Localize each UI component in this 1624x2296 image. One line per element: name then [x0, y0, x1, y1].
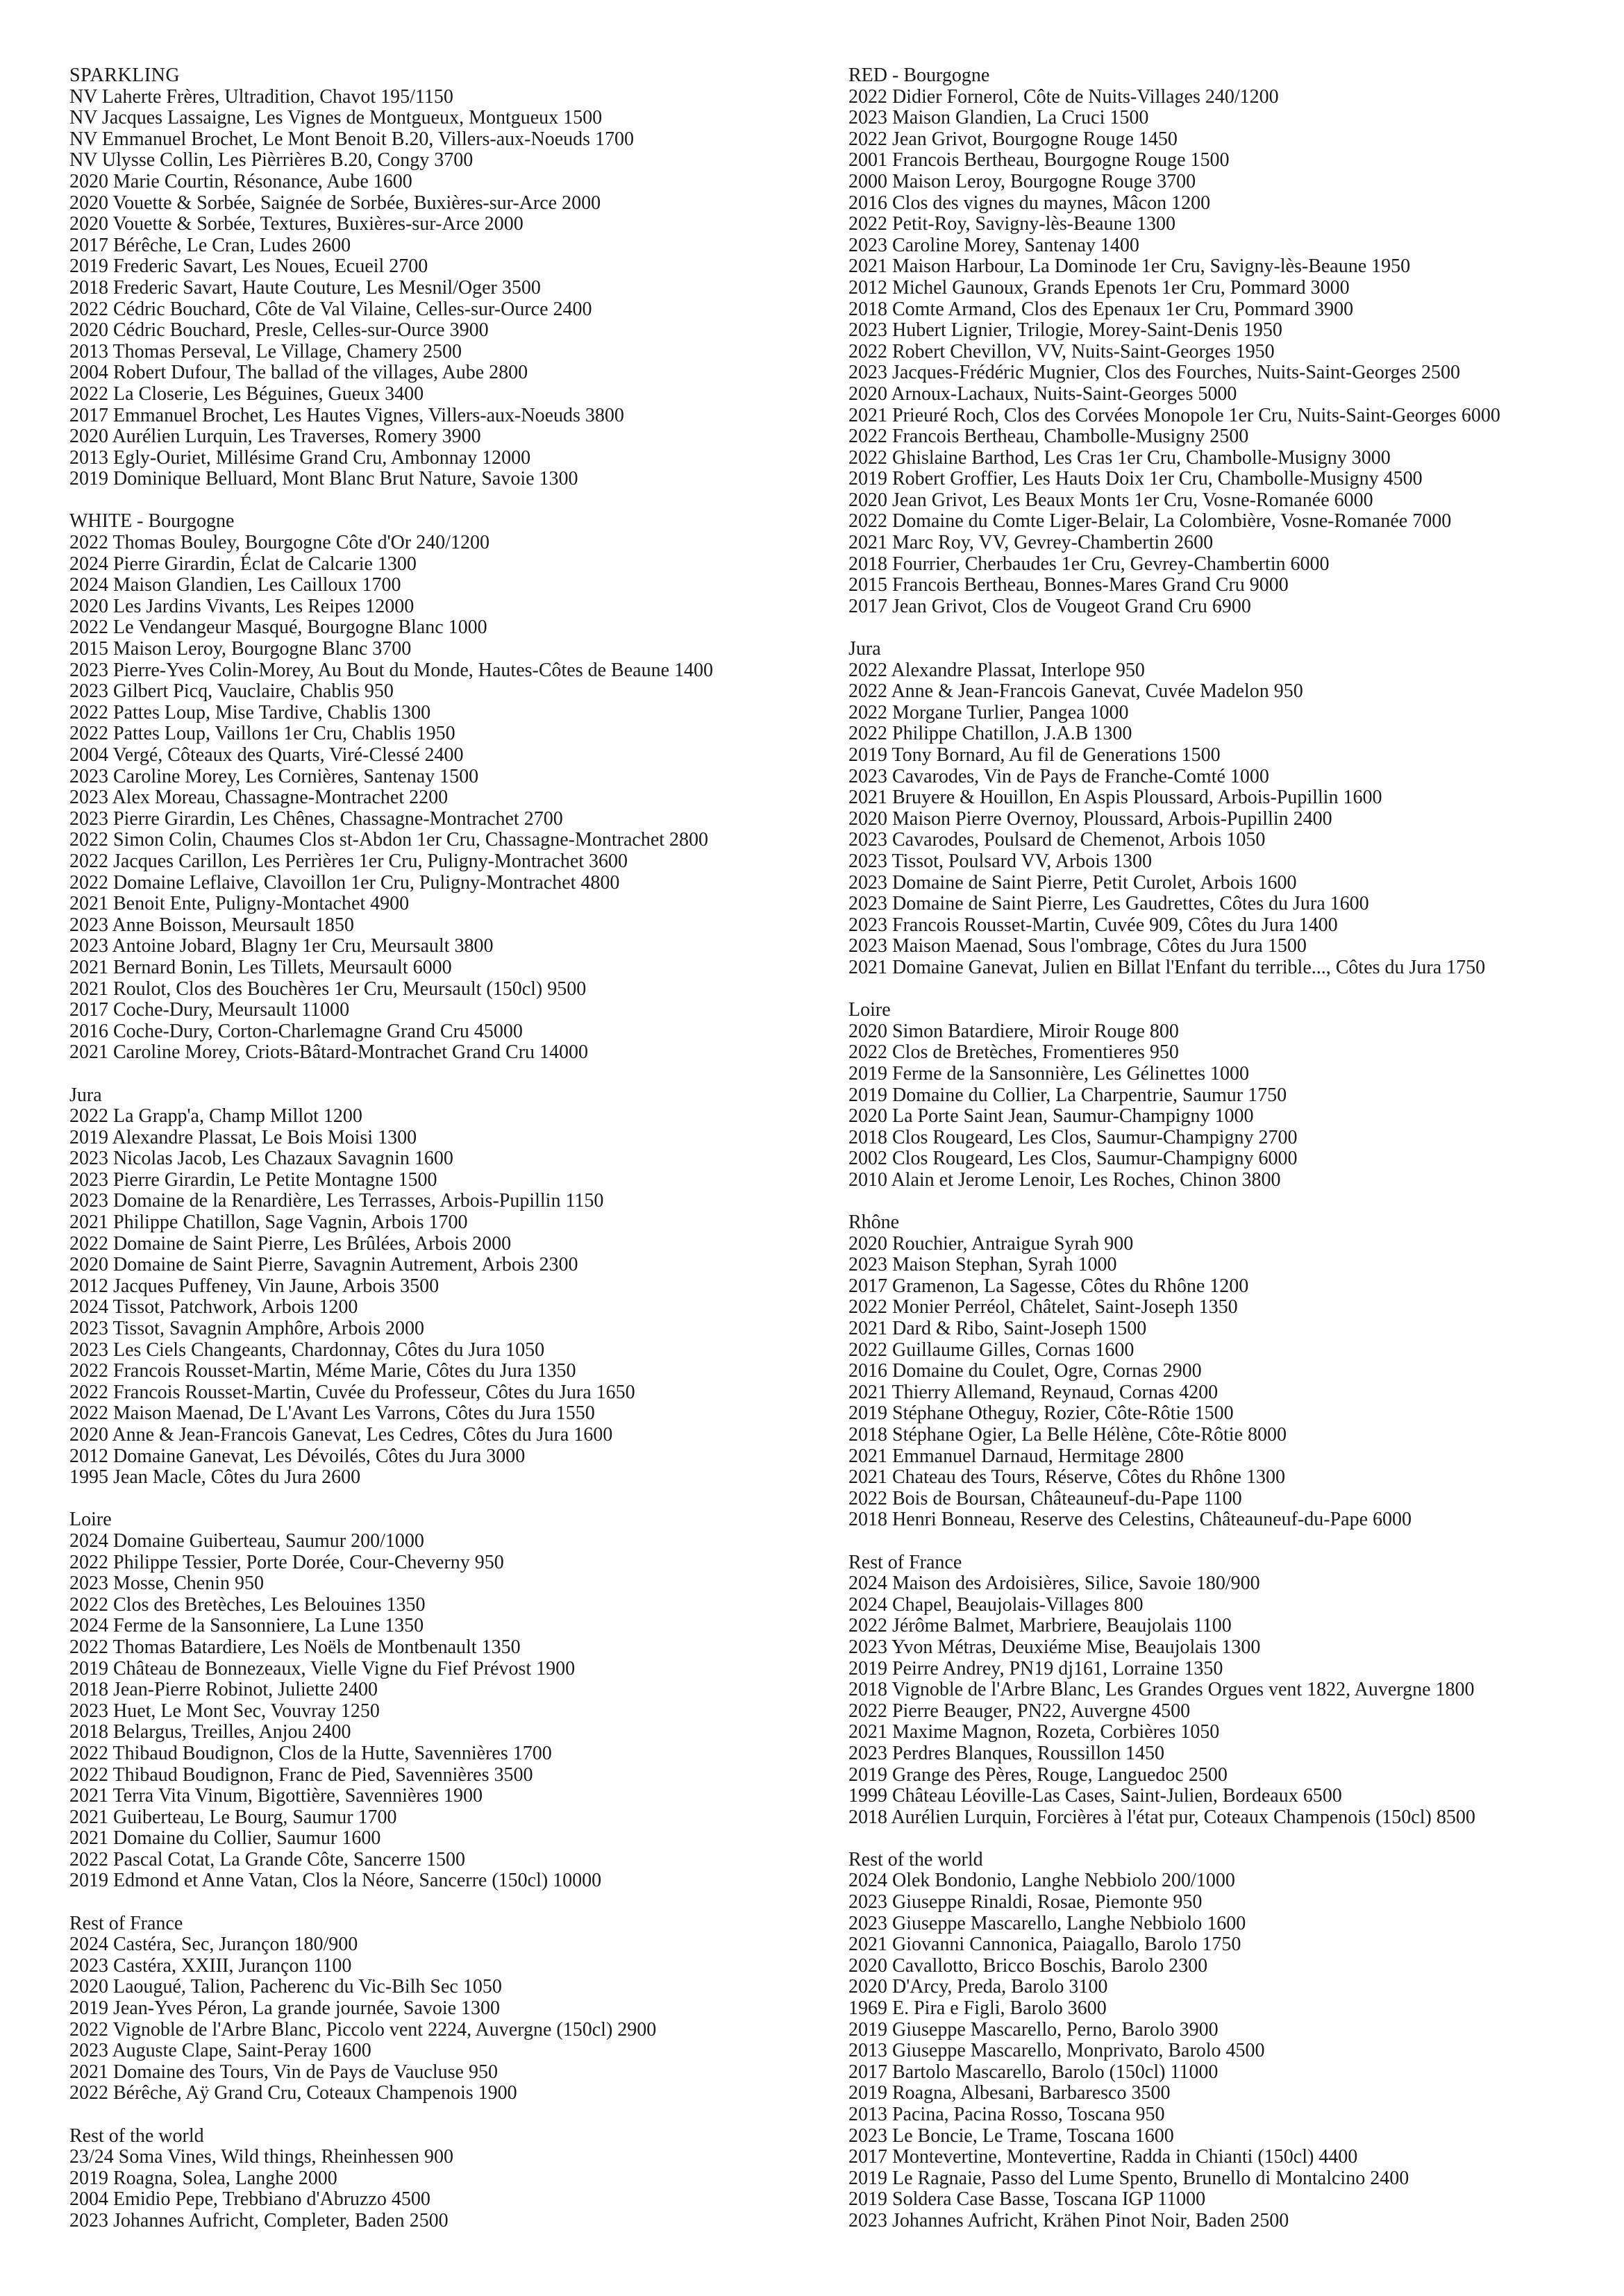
section-rest-of-the-world [848, 1850, 1598, 2232]
wine-list-item: 2024 Castéra, Sec, Jurançon 180/900 [69, 1934, 358, 1956]
wine-list-item: 2023 Pierre-Yves Colin-Morey, Au Bout du Monde, Hautes-Côtes de Beaune 1400 [69, 659, 714, 681]
wine-list-item: 2017 Bartolo Mascarello, Barolo (150cl) 11000 [848, 2061, 1219, 2083]
wine-list-item: 2019 Stéphane Otheguy, Rozier, Côte-Rôtie 1500 [848, 1402, 1234, 1425]
wine-list-item: 2022 Petit-Roy, Savigny-lès-Beaune 1300 [848, 213, 1176, 235]
wine-list-item: 2023 Domaine de Saint Pierre, Les Gaudrettes, Côtes du Jura 1600 [848, 893, 1369, 915]
wine-list-item: 2020 D'Arcy, Preda, Barolo 3100 [848, 1976, 1108, 1998]
wine-list-item: 2024 Pierre Girardin, Éclat de Calcarie 1300 [69, 553, 417, 575]
wine-list-item: 2023 Maison Maenad, Sous l'ombrage, Côtes du Jura 1500 [848, 935, 1307, 957]
wine-list-item: 2016 Coche-Dury, Corton-Charlemagne Grand Cru 45000 [69, 1020, 523, 1042]
wine-list-item: 2024 Tissot, Patchwork, Arbois 1200 [69, 1296, 358, 1318]
wine-list-item: 2022 Thomas Bouley, Bourgogne Côte d'Or 240/1200 [69, 532, 489, 554]
wine-list-item: 2023 Maison Stephan, Syrah 1000 [848, 1254, 1117, 1276]
wine-list-item: 2023 Hubert Lignier, Trilogie, Morey-Saint-Denis 1950 [848, 319, 1282, 342]
wine-list-item: 2004 Robert Dufour, The ballad of the villages, Aube 2800 [69, 362, 528, 384]
wine-list-item: 2022 Morgane Turlier, Pangea 1000 [848, 701, 1129, 723]
wine-list-item: 2017 Coche-Dury, Meursault 11000 [69, 999, 350, 1021]
wine-list-item: 2020 Vouette & Sorbée, Saignée de Sorbée, Buxières-sur-Arce 2000 [69, 192, 601, 214]
wine-list-item: 2021 Maxime Magnon, Rozeta, Corbières 1050 [848, 1721, 1220, 1743]
section-rest-of-the-world [69, 2126, 805, 2232]
section-title: Rhône [848, 1212, 900, 1234]
wine-list-item: 2021 Giovanni Cannonica, Paiagallo, Barolo 1750 [848, 1934, 1241, 1956]
wine-list-item: 2013 Giuseppe Mascarello, Monprivato, Barolo 4500 [848, 2040, 1265, 2062]
wine-list-item: 2022 Guillaume Gilles, Cornas 1600 [848, 1339, 1135, 1361]
wine-list-item: 2019 Château de Bonnezeaux, Vielle Vigne du Fief Prévost 1900 [69, 1657, 576, 1679]
wine-list-item: 2022 Pattes Loup, Vaillons 1er Cru, Chablis 1950 [69, 723, 455, 745]
wine-list-item: 2019 Roagna, Solea, Langhe 2000 [69, 2167, 337, 2189]
wine-list-item: 2021 Emmanuel Darnaud, Hermitage 2800 [848, 1445, 1184, 1467]
wine-list-item: 2023 Huet, Le Mont Sec, Vouvray 1250 [69, 1700, 380, 1722]
wine-list-item: 2024 Ferme de la Sansonniere, La Lune 1350 [69, 1615, 424, 1637]
wine-list-item: 2021 Maison Harbour, La Dominode 1er Cru, Savigny-lès-Beaune 1950 [848, 255, 1411, 278]
section-title: WHITE - Bourgogne [69, 510, 235, 533]
wine-list-item: 2020 Anne & Jean-Francois Ganevat, Les Cedres, Côtes du Jura 1600 [69, 1424, 613, 1446]
wine-list-item: 2023 Cavarodes, Poulsard de Chemenot, Arbois 1050 [848, 829, 1266, 851]
wine-list-item: 2023 Les Ciels Changeants, Chardonnay, Côtes du Jura 1050 [69, 1339, 545, 1361]
wine-list-item: 2020 Jean Grivot, Les Beaux Monts 1er Cru, Vosne-Romanée 6000 [848, 489, 1373, 511]
wine-list-item: 2021 Domaine des Tours, Vin de Pays de Vaucluse 950 [69, 2061, 498, 2083]
wine-list-item: 2023 Johannes Aufricht, Krähen Pinot Noir, Baden 2500 [848, 2209, 1289, 2231]
wine-list-item: 2013 Thomas Perseval, Le Village, Chamery 2500 [69, 340, 462, 362]
wine-list-item: 2020 Cavallotto, Bricco Boschis, Barolo 2300 [848, 1954, 1208, 1977]
section-red-bourgogne [848, 65, 1598, 617]
wine-list-item: NV Laherte Frères, Ultradition, Chavot 195/1150 [69, 85, 453, 108]
wine-list-item: NV Emmanuel Brochet, Le Mont Benoit B.20, Villers-aux-Noeuds 1700 [69, 128, 635, 150]
section-title: Loire [69, 1509, 112, 1531]
wine-list-item: 2022 Pascal Cotat, La Grande Côte, Sancerre 1500 [69, 1848, 465, 1870]
wine-list-item: 2020 Marie Courtin, Résonance, Aube 1600 [69, 170, 412, 192]
wine-list-item: 2016 Domaine du Coulet, Ogre, Cornas 2900 [848, 1360, 1202, 1382]
wine-list-item: 2019 Domaine du Collier, La Charpentrie, Saumur 1750 [848, 1084, 1287, 1106]
wine-list-item: 2019 Le Ragnaie, Passo del Lume Spento, Brunello di Montalcino 2400 [848, 2167, 1409, 2189]
wine-list-item: 2019 Dominique Belluard, Mont Blanc Brut Nature, Savoie 1300 [69, 468, 578, 490]
wine-list-item: 2021 Bernard Bonin, Les Tillets, Meursault 6000 [69, 956, 452, 978]
wine-list-item: 2019 Tony Bornard, Au fil de Generations 1500 [848, 744, 1221, 766]
wine-list-item: 2023 Cavarodes, Vin de Pays de Franche-Comté 1000 [848, 765, 1269, 787]
section-loire [848, 1000, 1598, 1191]
wine-list-item: 2019 Roagna, Albesani, Barbaresco 3500 [848, 2082, 1171, 2104]
wine-list-item: 2023 Perdres Blanques, Roussillon 1450 [848, 1742, 1164, 1764]
section-title: Jura [69, 1084, 102, 1106]
section-loire [69, 1509, 805, 1892]
wine-list-item: 2022 Thomas Batardiere, Les Noëls de Montbenault 1350 [69, 1636, 521, 1658]
wine-list-item: 2023 Antoine Jobard, Blagny 1er Cru, Meursault 3800 [69, 935, 494, 957]
section-sparkling [69, 65, 805, 490]
wine-list-item: 2018 Vignoble de l'Arbre Blanc, Les Grandes Orgues vent 1822, Auvergne 1800 [848, 1679, 1475, 1701]
section-rest-of-france [69, 1913, 805, 2104]
wine-list-item: 2012 Jacques Puffeney, Vin Jaune, Arbois 3500 [69, 1275, 440, 1297]
wine-list-item: 2022 Jean Grivot, Bourgogne Rouge 1450 [848, 128, 1178, 150]
wine-list-item: 2021 Domaine du Collier, Saumur 1600 [69, 1827, 381, 1850]
wine-list-item: NV Jacques Lassaigne, Les Vignes de Montgueux, Montgueux 1500 [69, 107, 603, 129]
wine-list-item: 2023 Maison Glandien, La Cruci 1500 [848, 107, 1149, 129]
wine-list-item: 2019 Alexandre Plassat, Le Bois Moisi 1300 [69, 1126, 417, 1148]
wine-list-item: 2022 Clos de Bretèches, Fromentieres 950 [848, 1041, 1179, 1064]
wine-list-item: 2018 Stéphane Ogier, La Belle Hélène, Côte-Rôtie 8000 [848, 1424, 1287, 1446]
wine-list-item: 2018 Henri Bonneau, Reserve des Celestins, Châteauneuf-du-Pape 6000 [848, 1509, 1412, 1531]
section-title: Jura [848, 638, 881, 660]
wine-list-item: 2019 Ferme de la Sansonnière, Les Gélinettes 1000 [848, 1062, 1249, 1084]
wine-list-item: 2023 Caroline Morey, Santenay 1400 [848, 234, 1139, 256]
wine-list-item: 2023 Mosse, Chenin 950 [69, 1573, 264, 1595]
wine-list-item: 2002 Clos Rougeard, Les Clos, Saumur-Champigny 6000 [848, 1148, 1298, 1170]
right-column [848, 65, 1598, 2253]
wine-list-item: 2020 Domaine de Saint Pierre, Savagnin Autrement, Arbois 2300 [69, 1254, 578, 1276]
wine-list-item: 2023 Jacques-Frédéric Mugnier, Clos des Fourches, Nuits-Saint-Georges 2500 [848, 362, 1460, 384]
wine-list-item: 2022 La Closerie, Les Béguines, Gueux 3400 [69, 383, 424, 405]
wine-list-item: 2017 Gramenon, La Sagesse, Côtes du Rhône 1200 [848, 1275, 1249, 1297]
wine-list-item: 2022 Thibaud Boudignon, Franc de Pied, Savennières 3500 [69, 1763, 533, 1786]
wine-list-item: 2017 Bérêche, Le Cran, Ludes 2600 [69, 234, 351, 256]
wine-list-item: 2022 Monier Perréol, Châtelet, Saint-Joseph 1350 [848, 1296, 1238, 1318]
wine-list-item: 2022 Thibaud Boudignon, Clos de la Hutte, Savennières 1700 [69, 1742, 552, 1764]
section-title: Rest of the world [69, 2125, 204, 2147]
section-jura [848, 639, 1598, 979]
wine-list-item: 2020 Vouette & Sorbée, Textures, Buxières-sur-Arce 2000 [69, 213, 524, 235]
wine-list-item: 2004 Vergé, Côteaux des Quarts, Viré-Clessé 2400 [69, 744, 464, 766]
wine-list-item: 2023 Castéra, XXIII, Jurançon 1100 [69, 1954, 352, 1977]
section-jura [69, 1085, 805, 1489]
wine-list-item: 2017 Montevertine, Montevertine, Radda in Chianti (150cl) 4400 [848, 2146, 1358, 2168]
wine-list-item: 2022 Maison Maenad, De L'Avant Les Varrons, Côtes du Jura 1550 [69, 1402, 595, 1425]
wine-list-item: 2021 Domaine Ganevat, Julien en Billat l'Enfant du terrible..., Côtes du Jura 1750 [848, 956, 1486, 978]
wine-list-item: 2023 Anne Boisson, Meursault 1850 [69, 914, 354, 936]
wine-list-item: 2018 Frederic Savart, Haute Couture, Les Mesnil/Oger 3500 [69, 276, 541, 299]
wine-list-item: 2023 Domaine de la Renardière, Les Terrasses, Arbois-Pupillin 1150 [69, 1190, 604, 1212]
wine-list-item: 2018 Belargus, Treilles, Anjou 2400 [69, 1721, 351, 1743]
wine-list-item: 2024 Maison des Ardoisières, Silice, Savoie 180/900 [848, 1573, 1260, 1595]
wine-list-item: 2021 Prieuré Roch, Clos des Corvées Monopole 1er Cru, Nuits-Saint-Georges 6000 [848, 404, 1500, 426]
wine-list-item: 2020 Aurélien Lurquin, Les Traverses, Romery 3900 [69, 426, 481, 448]
wine-list-item: 2018 Clos Rougeard, Les Clos, Saumur-Champigny 2700 [848, 1126, 1298, 1148]
wine-list-item: 2022 Domaine de Saint Pierre, Les Brûlées, Arbois 2000 [69, 1232, 512, 1255]
wine-list-item: 2019 Robert Groffier, Les Hauts Doix 1er Cru, Chambolle-Musigny 4500 [848, 468, 1423, 490]
wine-list-item: 2021 Benoit Ente, Puligny-Montachet 4900 [69, 893, 410, 915]
wine-list-item: 2018 Comte Armand, Clos des Epenaux 1er Cru, Pommard 3900 [848, 298, 1354, 320]
wine-list-item: 2024 Chapel, Beaujolais-Villages 800 [848, 1593, 1144, 1616]
wine-list-item: NV Ulysse Collin, Les Pièrrières B.20, Congy 3700 [69, 149, 474, 171]
wine-list-item: 1969 E. Pira e Figli, Barolo 3600 [848, 1997, 1107, 2020]
wine-list-item: 2021 Caroline Morey, Criots-Bâtard-Montrachet Grand Cru 14000 [69, 1041, 589, 1064]
wine-list-item: 2022 Philippe Tessier, Porte Dorée, Cour-Cheverny 950 [69, 1551, 504, 1573]
wine-list-item: 2023 Pierre Girardin, Les Chênes, Chassagne-Montrachet 2700 [69, 807, 563, 830]
wine-list-item: 2022 Domaine du Comte Liger-Belair, La Colombière, Vosne-Romanée 7000 [848, 510, 1452, 533]
left-column [69, 65, 805, 2253]
wine-list-item: 2020 Simon Batardiere, Miroir Rouge 800 [848, 1020, 1179, 1042]
wine-list-item: 2023 Pierre Girardin, Le Petite Montagne 1500 [69, 1168, 437, 1191]
wine-list-item: 2021 Terra Vita Vinum, Bigottière, Savennières 1900 [69, 1785, 483, 1807]
wine-list-item: 2022 Didier Fornerol, Côte de Nuits-Villages 240/1200 [848, 85, 1279, 108]
wine-list-item: 2023 Le Boncie, Le Trame, Toscana 1600 [848, 2125, 1174, 2147]
wine-list-item: 2023 Alex Moreau, Chassagne-Montrachet 2200 [69, 787, 449, 809]
wine-list-item: 2022 Philippe Chatillon, J.A.B 1300 [848, 723, 1132, 745]
wine-list-item: 2022 Francois Bertheau, Chambolle-Musigny 2500 [848, 426, 1249, 448]
wine-list-item: 2023 Tissot, Savagnin Amphôre, Arbois 2000 [69, 1318, 425, 1340]
wine-list-item: 2015 Maison Leroy, Bourgogne Blanc 3700 [69, 638, 412, 660]
wine-list-item: 2023 Auguste Clape, Saint-Peray 1600 [69, 2040, 371, 2062]
wine-list-item: 2004 Emidio Pepe, Trebbiano d'Abruzzo 4500 [69, 2188, 430, 2211]
wine-list-item: 2023 Tissot, Poulsard VV, Arbois 1300 [848, 850, 1152, 872]
wine-list-item: 2012 Michel Gaunoux, Grands Epenots 1er Cru, Pommard 3000 [848, 276, 1350, 299]
wine-list-item: 2020 La Porte Saint Jean, Saumur-Champigny 1000 [848, 1105, 1254, 1128]
wine-list-item: 2021 Marc Roy, VV, Gevrey-Chambertin 2600 [848, 532, 1214, 554]
wine-list-item: 2020 Arnoux-Lachaux, Nuits-Saint-Georges 5000 [848, 383, 1237, 405]
wine-list-item: 2023 Giuseppe Rinaldi, Rosae, Piemonte 950 [848, 1891, 1203, 1913]
wine-list-item: 2023 Nicolas Jacob, Les Chazaux Savagnin 1600 [69, 1148, 453, 1170]
section-title: Loire [848, 999, 891, 1021]
wine-list-item: 2018 Jean-Pierre Robinot, Juliette 2400 [69, 1679, 378, 1701]
wine-list-item: 2010 Alain et Jerome Lenoir, Les Roches, Chinon 3800 [848, 1168, 1281, 1191]
wine-list-item: 2022 Alexandre Plassat, Interlope 950 [848, 659, 1145, 681]
wine-list-item: 2022 Jérôme Balmet, Marbriere, Beaujolais 1100 [848, 1615, 1232, 1637]
wine-list-item: 2017 Emmanuel Brochet, Les Hautes Vignes, Villers-aux-Noeuds 3800 [69, 404, 624, 426]
section-white-bourgogne [69, 511, 805, 1063]
section-title: RED - Bourgogne [848, 65, 990, 86]
wine-list-item: 2022 Bérêche, Aÿ Grand Cru, Coteaux Champenois 1900 [69, 2082, 517, 2104]
wine-list-item: 2013 Egly-Ouriet, Millésime Grand Cru, Ambonnay 12000 [69, 446, 531, 469]
wine-list-item: 2021 Chateau des Tours, Réserve, Côtes du Rhône 1300 [848, 1466, 1285, 1489]
section-title: SPARKLING [69, 65, 181, 86]
wine-list-item: 2022 Le Vendangeur Masqué, Bourgogne Blanc 1000 [69, 617, 487, 639]
wine-list-item: 2023 Caroline Morey, Les Cornières, Santenay 1500 [69, 765, 479, 787]
wine-list-item: 2022 Ghislaine Barthod, Les Cras 1er Cru, Chambolle-Musigny 3000 [848, 446, 1391, 469]
wine-list-item: 2022 Clos des Bretèches, Les Belouines 1350 [69, 1593, 426, 1616]
wine-list-item: 2022 Francois Rousset-Martin, Méme Marie, Côtes du Jura 1350 [69, 1360, 576, 1382]
wine-list-item: 2019 Peirre Andrey, PN19 dj161, Lorraine 1350 [848, 1657, 1223, 1679]
wine-list-item: 2020 Maison Pierre Overnoy, Ploussard, Arbois-Pupillin 2400 [848, 807, 1332, 830]
wine-list-item: 23/24 Soma Vines, Wild things, Rheinhessen 900 [69, 2146, 454, 2168]
section-rhone [848, 1212, 1598, 1531]
wine-list-item: 2019 Soldera Case Basse, Toscana IGP 11000 [848, 2188, 1206, 2211]
wine-list-item: 2022 Vignoble de l'Arbre Blanc, Piccolo vent 2224, Auvergne (150cl) 2900 [69, 2018, 657, 2041]
section-title: Rest of the world [848, 1848, 983, 1870]
wine-list-item: 2016 Clos des vignes du maynes, Mâcon 1200 [848, 192, 1211, 214]
wine-list-item: 1995 Jean Macle, Côtes du Jura 2600 [69, 1466, 361, 1489]
wine-list-item: 2013 Pacina, Pacina Rosso, Toscana 950 [848, 2104, 1165, 2125]
wine-list-item: 2022 Jacques Carillon, Les Perrières 1er Cru, Puligny-Montrachet 3600 [69, 850, 628, 872]
wine-list-item: 2022 Francois Rousset-Martin, Cuvée du Professeur, Côtes du Jura 1650 [69, 1381, 635, 1403]
wine-list-item: 2015 Francois Bertheau, Bonnes-Mares Grand Cru 9000 [848, 574, 1289, 596]
wine-list-item: 2022 Anne & Jean-Francois Ganevat, Cuvée Madelon 950 [848, 680, 1303, 703]
wine-list-item: 2020 Cédric Bouchard, Presle, Celles-sur-Ource 3900 [69, 319, 489, 342]
wine-list-item: 2018 Aurélien Lurquin, Forcières à l'état pur, Coteaux Champenois (150cl) 8500 [848, 1806, 1475, 1828]
wine-list-item: 2022 Bois de Boursan, Châteauneuf-du-Pape 1100 [848, 1487, 1242, 1509]
wine-list-item: 2022 Domaine Leflaive, Clavoillon 1er Cru, Puligny-Montrachet 4800 [69, 871, 620, 894]
wine-list-item: 2019 Jean-Yves Péron, La grande journée, Savoie 1300 [69, 1997, 501, 2020]
wine-list-item: 2022 Pierre Beauger, PN22, Auvergne 4500 [848, 1700, 1191, 1722]
wine-list-item: 2019 Frederic Savart, Les Noues, Ecueil 2700 [69, 255, 428, 278]
wine-list-item: 2000 Maison Leroy, Bourgogne Rouge 3700 [848, 170, 1196, 192]
wine-list-item: 2022 Simon Colin, Chaumes Clos st-Abdon 1er Cru, Chassagne-Montrachet 2800 [69, 829, 709, 851]
wine-list-item: 2023 Giuseppe Mascarello, Langhe Nebbiolo 1600 [848, 1912, 1246, 1934]
wine-list-item: 2021 Dard & Ribo, Saint-Joseph 1500 [848, 1318, 1147, 1340]
wine-list-item: 2022 Robert Chevillon, VV, Nuits-Saint-Georges 1950 [848, 340, 1275, 362]
wine-list-item: 2021 Thierry Allemand, Reynaud, Cornas 4200 [848, 1381, 1219, 1403]
wine-list-item: 2017 Jean Grivot, Clos de Vougeot Grand Cru 6900 [848, 595, 1251, 617]
section-title: Rest of France [69, 1912, 183, 1934]
wine-list-item: 1999 Château Léoville-Las Cases, Saint-Julien, Bordeaux 6500 [848, 1785, 1342, 1807]
wine-list-item: 2012 Domaine Ganevat, Les Dévoilés, Côtes du Jura 3000 [69, 1445, 526, 1467]
wine-list-item: 2020 Rouchier, Antraigue Syrah 900 [848, 1232, 1134, 1255]
wine-list-item: 2022 La Grapp'a, Champ Millot 1200 [69, 1105, 362, 1128]
section-title: Rest of France [848, 1551, 962, 1573]
wine-list-item: 2023 Francois Rousset-Martin, Cuvée 909, Côtes du Jura 1400 [848, 914, 1338, 936]
wine-list-item: 2018 Fourrier, Cherbaudes 1er Cru, Gevrey-Chambertin 6000 [848, 553, 1330, 575]
wine-list-item: 2001 Francois Bertheau, Bourgogne Rouge 1500 [848, 149, 1230, 171]
wine-list-item: 2024 Domaine Guiberteau, Saumur 200/1000 [69, 1530, 424, 1552]
wine-list-item: 2022 Cédric Bouchard, Côte de Val Vilaine, Celles-sur-Ource 2400 [69, 298, 592, 320]
wine-list-item: 2019 Edmond et Anne Vatan, Clos la Néore, Sancerre (150cl) 10000 [69, 1870, 602, 1892]
wine-list-item: 2024 Maison Glandien, Les Cailloux 1700 [69, 574, 401, 596]
wine-list-item: 2019 Grange des Pères, Rouge, Languedoc 2500 [848, 1763, 1228, 1786]
wine-list-item: 2024 Olek Bondonio, Langhe Nebbiolo 200/1000 [848, 1870, 1235, 1892]
wine-list-item: 2023 Johannes Aufricht, Completer, Baden 2500 [69, 2209, 449, 2231]
wine-list-item: 2019 Giuseppe Mascarello, Perno, Barolo 3900 [848, 2018, 1219, 2041]
wine-list-item: 2022 Pattes Loup, Mise Tardive, Chablis 1300 [69, 701, 431, 723]
wine-list-item: 2021 Bruyere & Houillon, En Aspis Ploussard, Arbois-Pupillin 1600 [848, 787, 1382, 809]
section-rest-of-france [848, 1552, 1598, 1829]
wine-list-item: 2020 Les Jardins Vivants, Les Reipes 12000 [69, 595, 415, 617]
wine-list-item: 2021 Guiberteau, Le Bourg, Saumur 1700 [69, 1806, 397, 1828]
wine-list-item: 2020 Laougué, Talion, Pacherenc du Vic-Bilh Sec 1050 [69, 1976, 502, 1998]
wine-list-item: 2023 Gilbert Picq, Vauclaire, Chablis 950 [69, 680, 394, 703]
wine-list-item: 2021 Philippe Chatillon, Sage Vagnin, Arbois 1700 [69, 1212, 468, 1234]
wine-list-item: 2023 Yvon Métras, Deuxiéme Mise, Beaujolais 1300 [848, 1636, 1261, 1658]
wine-list-item: 2023 Domaine de Saint Pierre, Petit Curolet, Arbois 1600 [848, 871, 1297, 894]
wine-list-item: 2021 Roulot, Clos des Bouchères 1er Cru, Meursault (150cl) 9500 [69, 978, 587, 1000]
